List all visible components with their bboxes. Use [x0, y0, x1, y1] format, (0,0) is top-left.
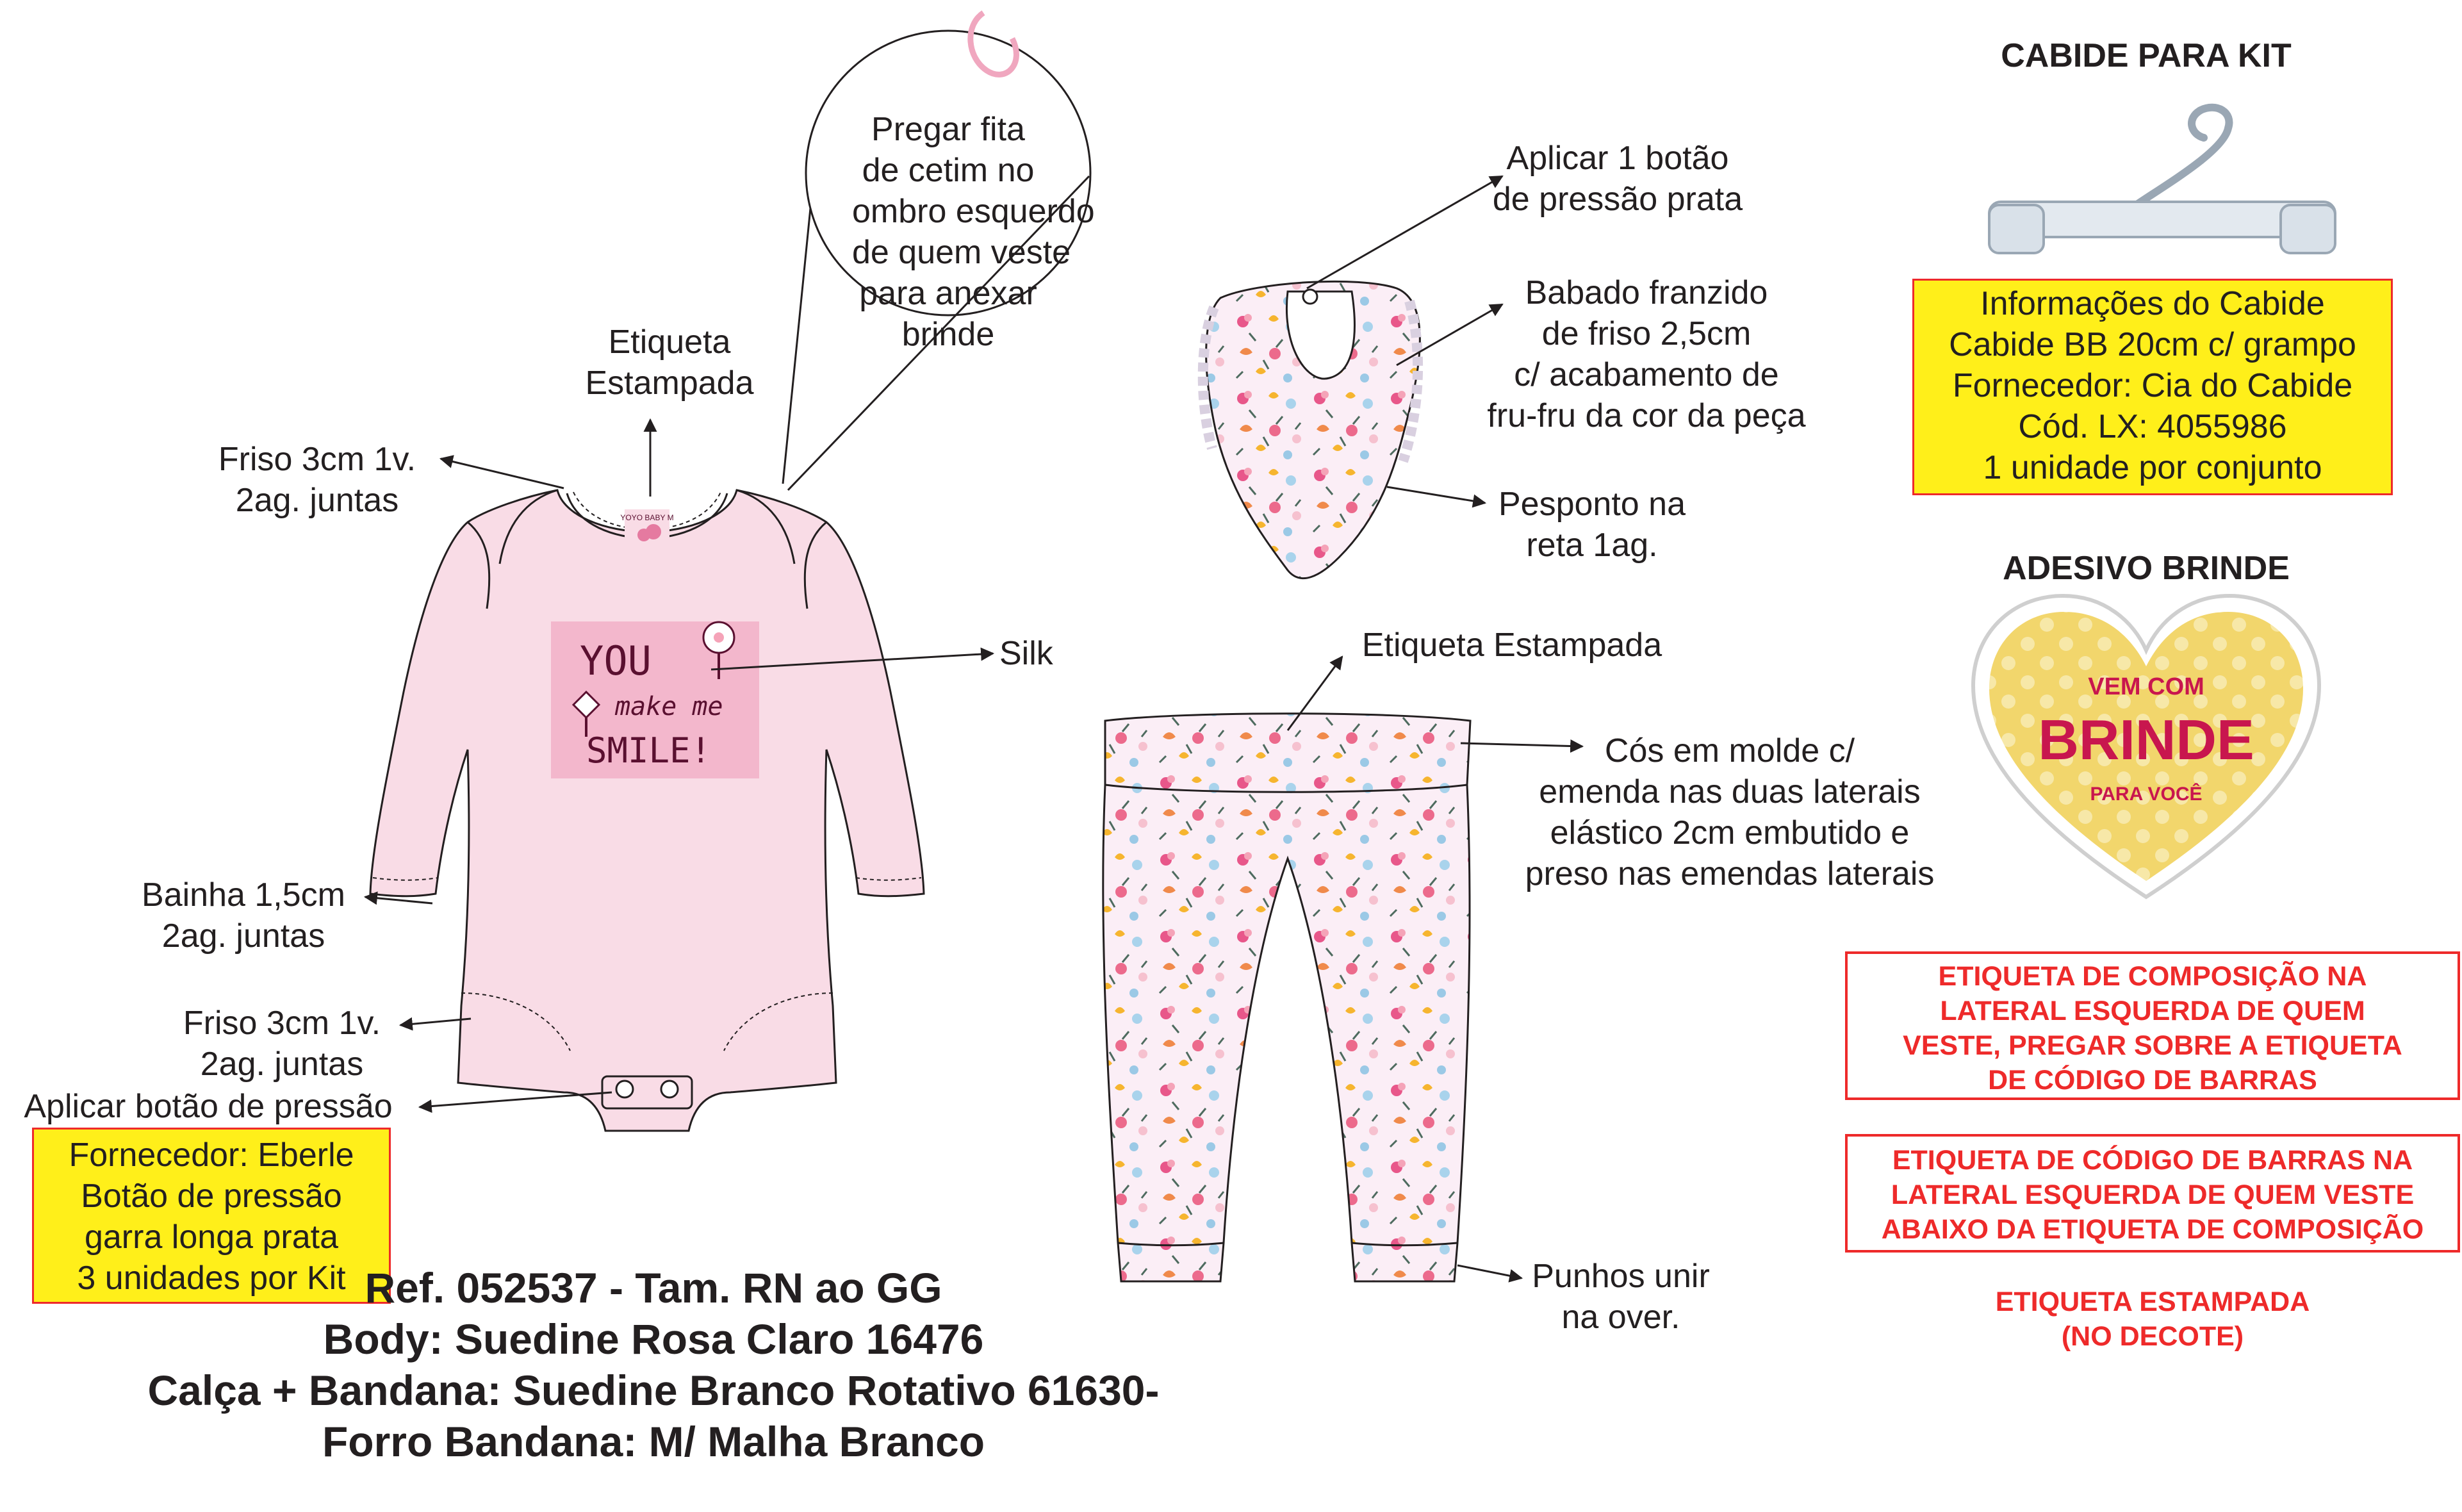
- bandana-button-note: [1490, 138, 1746, 220]
- print-you: YOU: [580, 637, 652, 684]
- friso-top-note: [199, 439, 436, 521]
- ribbon-note-line: ombro esquerdo: [852, 193, 1095, 230]
- hanger-info-line: Informações do Cabide: [1980, 285, 2325, 322]
- barcode-line: LATERAL ESQUERDA DE QUEM VESTE: [1891, 1179, 2415, 1210]
- bandana-drawing: [1203, 281, 1420, 578]
- body-label-note-line: Estampada: [585, 365, 754, 402]
- bainha-note: [122, 875, 365, 957]
- hanger-info-line: Fornecedor: Cia do Cabide: [1952, 367, 2353, 404]
- print-make-me: make me: [615, 692, 723, 721]
- bandana-button-line: de pressão prata: [1492, 181, 1743, 218]
- ribbon-note-line: de cetim no: [862, 152, 1035, 189]
- pants-waistband-line: elástico 2cm embutido e: [1550, 814, 1910, 851]
- reference-line: Calça + Bandana: Suedine Branco Rotativo 61630-: [147, 1367, 1160, 1414]
- supplier-line: Botão de pressão: [81, 1178, 342, 1215]
- friso-top-line: Friso 3cm 1v.: [218, 441, 416, 478]
- barcode-line: ETIQUETA DE CÓDIGO DE BARRAS NA: [1892, 1145, 2413, 1176]
- hanger-info-line: Cód. LX: 4055986: [2018, 408, 2287, 445]
- printed-label-line: ETIQUETA ESTAMPADA: [1995, 1286, 2310, 1317]
- printed-label-note: [1909, 1285, 2396, 1354]
- supplier-line: Fornecedor: Eberle: [69, 1137, 354, 1174]
- neck-label-text: YOYO BABY M: [620, 513, 674, 522]
- bainha-line: 2ag. juntas: [161, 917, 325, 955]
- bainha-line: Bainha 1,5cm: [142, 876, 345, 914]
- onesie-drawing: [370, 490, 924, 1131]
- bandana-stitch-line: reta 1ag.: [1526, 527, 1658, 564]
- friso-bottom-line: Friso 3cm 1v.: [183, 1005, 381, 1042]
- pants-waistband-line: Cós em molde c/: [1604, 732, 1855, 769]
- friso-bottom-note: [163, 1003, 400, 1085]
- ribbon-note-line: de quem veste: [852, 234, 1071, 271]
- pants-waistband-line: preso nas emendas laterais: [1525, 855, 1935, 892]
- bandana-ruffle-line: de friso 2,5cm: [1541, 315, 1752, 352]
- snap-button-note: Aplicar botão de pressão: [24, 1088, 393, 1125]
- ribbon-note: [852, 109, 1095, 355]
- silk-note: Silk: [999, 635, 1053, 672]
- printed-label-line: (NO DECOTE): [2061, 1321, 2244, 1352]
- bandana-ruffle-line: c/ acabamento de: [1514, 356, 1779, 393]
- hanger-info-box: [1912, 279, 2393, 495]
- body-label-note-line: Etiqueta: [608, 324, 731, 361]
- ribbon-note-line: Pregar fita: [871, 111, 1025, 148]
- reference-block: [128, 1262, 1179, 1467]
- hanger-info-line: Cabide BB 20cm c/ grampo: [1949, 326, 2356, 363]
- reference-line: Forro Bandana: M/ Malha Branco: [322, 1418, 985, 1465]
- sticker-line-1: VEM COM: [2088, 673, 2204, 700]
- pants-waistband-note: [1493, 730, 1967, 894]
- ribbon-note-line: para anexar: [859, 275, 1037, 312]
- bandana-ruffle-line: Babado franzido: [1525, 274, 1768, 311]
- pants-cuff-note: [1512, 1256, 1730, 1338]
- pants-waistband-line: emenda nas duas laterais: [1539, 773, 1921, 810]
- ribbon-note-line: brinde: [901, 316, 995, 353]
- friso-bottom-line: 2ag. juntas: [200, 1046, 364, 1083]
- barcode-line: ABAIXO DA ETIQUETA DE COMPOSIÇÃO: [1881, 1214, 2424, 1245]
- composition-line: VESTE, PREGAR SOBRE A ETIQUETA: [1903, 1030, 2402, 1061]
- bandana-button-line: Aplicar 1 botão: [1506, 140, 1729, 177]
- bandana-stitch-line: Pesponto na: [1498, 486, 1686, 523]
- reference-line: Ref. 052537 - Tam. RN ao GG: [365, 1264, 942, 1311]
- pants-drawing: [1103, 714, 1470, 1281]
- barcode-label-box: [1845, 1134, 2460, 1253]
- hanger-info-line: 1 unidade por conjunto: [1983, 449, 2322, 486]
- friso-top-line: 2ag. juntas: [235, 482, 399, 519]
- body-label-note: [561, 322, 778, 404]
- sticker-line-3: PARA VOCÊ: [2090, 784, 2203, 805]
- print-smile: SMILE!: [586, 730, 712, 771]
- hanger-drawing: [1989, 108, 2335, 253]
- sticker-title: ADESIVO BRINDE: [2003, 550, 2290, 587]
- sticker-line-2: BRINDE: [2038, 708, 2254, 771]
- supplier-line: 3 unidades por Kit: [77, 1260, 346, 1297]
- composition-line: LATERAL ESQUERDA DE QUEM: [1940, 996, 2365, 1026]
- supplier-line: garra longa prata: [84, 1219, 339, 1256]
- pants-cuff-line: Punhos unir: [1532, 1258, 1710, 1295]
- pants-cuff-line: na over.: [1561, 1299, 1680, 1336]
- composition-line: ETIQUETA DE COMPOSIÇÃO NA: [1938, 961, 2367, 992]
- composition-label-box: [1845, 951, 2460, 1100]
- hanger-title: CABIDE PARA KIT: [2001, 37, 2292, 74]
- bandana-ruffle-note: [1464, 272, 1829, 436]
- composition-line: DE CÓDIGO DE BARRAS: [1988, 1065, 2317, 1096]
- pants-label-note: Etiqueta Estampada: [1361, 627, 1662, 664]
- bandana-ruffle-line: fru-fru da cor da peça: [1487, 397, 1806, 434]
- bandana-stitch-note: [1480, 484, 1704, 566]
- reference-line: Body: Suedine Rosa Claro 16476: [323, 1315, 984, 1363]
